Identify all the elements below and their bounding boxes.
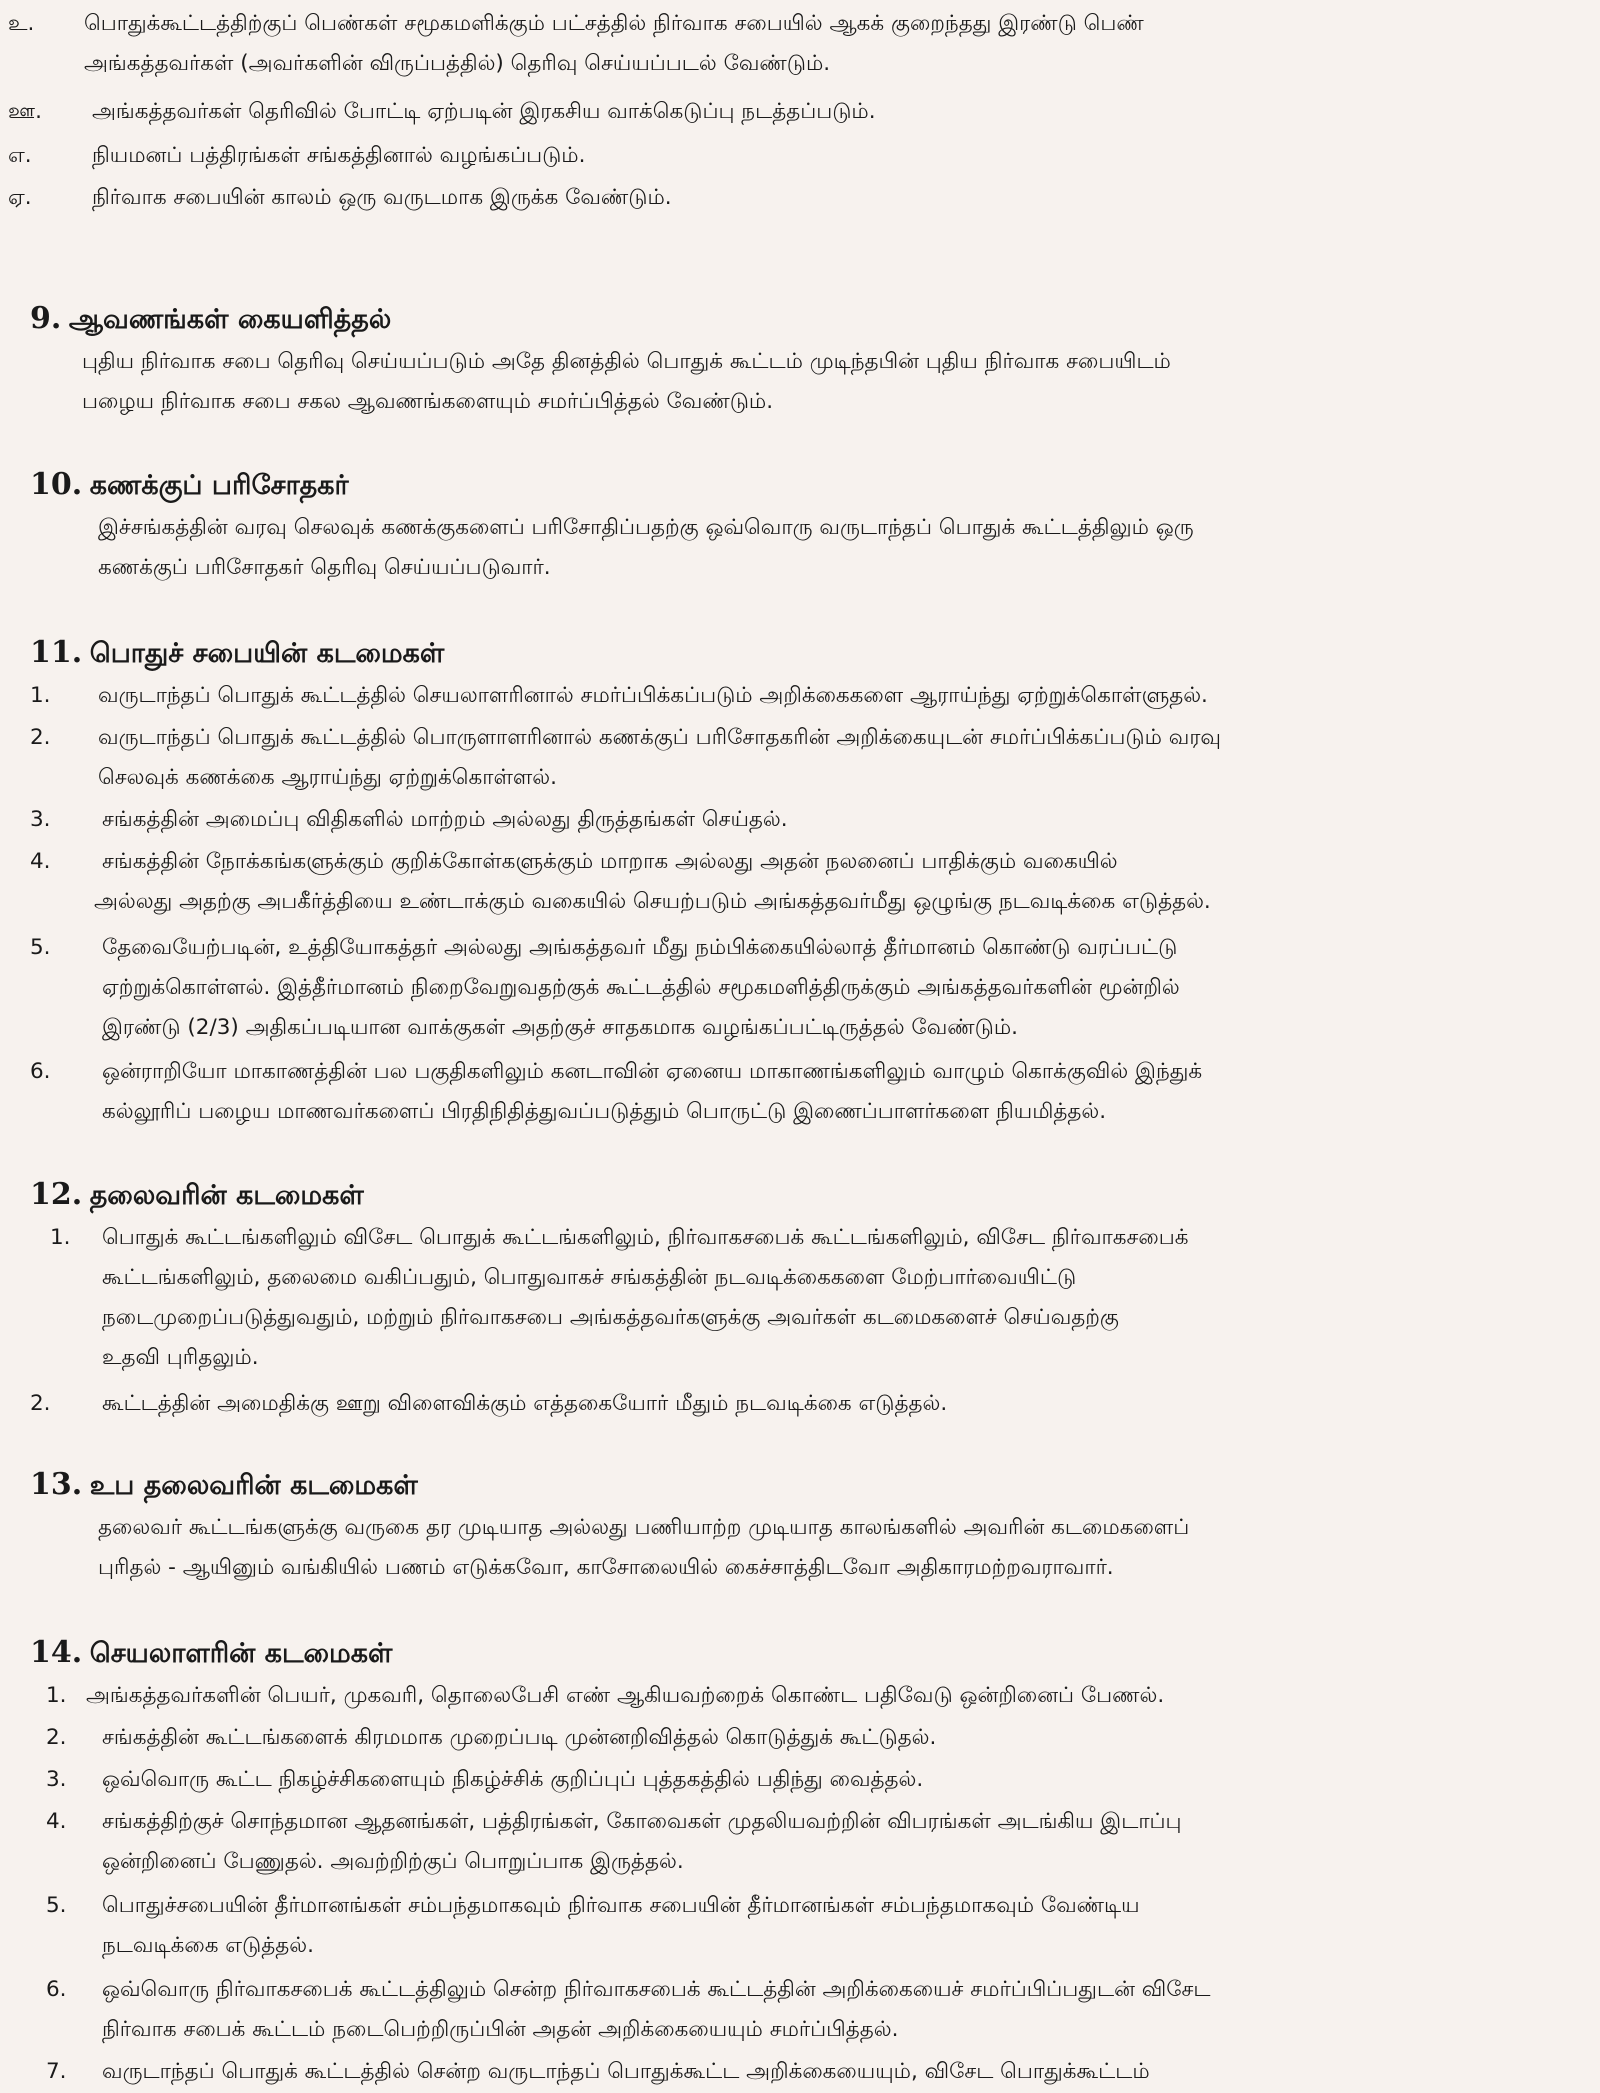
- item-marker: உ.: [8, 11, 35, 36]
- item-marker: 4.: [30, 849, 51, 874]
- item-text: [92, 136, 585, 176]
- item-line: ஒவ்வொரு நிர்வாகசபைக் கூட்டத்திலும் சென்ற நிர்வாகசபைக் கூட்டத்தின் அறிக்கையைச் சமர்ப்பிப்பதுடன் விசேட: [102, 1977, 1211, 2002]
- item-text: [102, 1384, 947, 1424]
- item-line: நடவடிக்கை எடுத்தல்.: [102, 1933, 314, 1958]
- item-line: உதவி புரிதலும்.: [102, 1345, 259, 1370]
- item-text: [92, 178, 672, 218]
- item-text: [102, 1760, 923, 1800]
- section-number: 10.: [30, 467, 83, 502]
- section-heading: [30, 1172, 364, 1221]
- item-text: [94, 882, 1211, 922]
- item-line: நடைமுறைப்படுத்துவதும், மற்றும் நிர்வாகசபை அங்கத்தவர்களுக்கு அவர்கள் கடமைகளைச் செய்வதற்கு: [102, 1305, 1119, 1330]
- item-text: [92, 92, 876, 132]
- item-marker: 5.: [30, 935, 51, 960]
- item-line: ஒவ்வொரு கூட்ட நிகழ்ச்சிகளையும் நிகழ்ச்சிக் குறிப்புப் புத்தகத்தில் பதிந்து வைத்தல்.: [102, 1767, 924, 1792]
- item-text: [102, 2052, 1150, 2092]
- item-line: அல்லது அதற்கு அபகீர்த்தியை உண்டாக்கும் வகையில் செயற்படும் அங்கத்தவர்மீது ஒழுங்கு நடவடிக்கை எடுத்தல்.: [94, 889, 1211, 914]
- item-line: பொதுக்கூட்டத்திற்குப் பெண்கள் சமூகமளிக்கும் பட்சத்தில் நிர்வாக சபையில் ஆகக் குறைந்தது இரண்டு பெண்: [84, 11, 1144, 36]
- item-marker: 3.: [46, 1767, 67, 1792]
- item-marker: 2.: [46, 1725, 67, 1750]
- item-marker: 1.: [30, 683, 51, 708]
- section-title: செயலாளரின் கடமைகள்: [89, 1638, 393, 1669]
- paragraph-line: கணக்குப் பரிசோதகர் தெரிவு செய்யப்படுவார்.: [98, 555, 551, 580]
- item-text: [98, 718, 1221, 798]
- item-text: [84, 4, 1144, 84]
- section-heading: [30, 630, 444, 679]
- section-number: 11.: [30, 635, 83, 670]
- item-marker: 1.: [46, 1683, 67, 1708]
- item-line: வருடாந்தப் பொதுக் கூட்டத்தில் பொருளாளரினால் கணக்குப் பரிசோதகரின் அறிக்கையுடன் சமர்ப்பிக்கப்படும் வரவு: [98, 725, 1221, 750]
- item-line: கூட்டங்களிலும், தலைமை வகிப்பதும், பொதுவாகச் சங்கத்தின் நடவடிக்கைகளை மேற்பார்வையிட்டு: [102, 1265, 1077, 1290]
- item-marker: எ.: [8, 143, 32, 168]
- item-marker: ஏ.: [8, 185, 32, 210]
- item-line: தேவையேற்படின், உத்தியோகத்தர் அல்லது அங்கத்தவர் மீது நம்பிக்கையில்லாத் தீர்மானம் கொண்டு வரப்பட்டு: [102, 935, 1178, 960]
- item-marker: 2.: [30, 725, 51, 750]
- item-text: [102, 1970, 1211, 2050]
- item-marker: 6.: [30, 1059, 51, 1084]
- section-title: கணக்குப் பரிசோதகர்: [89, 470, 349, 501]
- item-marker: ஊ.: [8, 99, 42, 124]
- paragraph-line: புரிதல் - ஆயினும் வங்கியில் பணம் எடுக்கவோ, காசோலையில் கைச்சாத்திடவோ அதிகாரமற்றவராவார்.: [98, 1555, 1114, 1580]
- item-marker: 2.: [30, 1391, 51, 1416]
- item-text: [102, 1052, 1202, 1132]
- item-line: அங்கத்தவர்கள் தெரிவில் போட்டி ஏற்படின் இரகசிய வாக்கெடுப்பு நடத்தப்படும்.: [92, 99, 876, 124]
- item-line: சங்கத்திற்குச் சொந்தமான ஆதனங்கள், பத்திரங்கள், கோவைகள் முதலியவற்றின் விபரங்கள் அடங்கிய இடாப்பு: [102, 1809, 1182, 1834]
- paragraph-line: பழைய நிர்வாக சபை சகல ஆவணங்களையும் சமர்ப்பித்தல் வேண்டும்.: [82, 389, 774, 414]
- item-line: பொதுச்சபையின் தீர்மானங்கள் சம்பந்தமாகவும் நிர்வாக சபையின் தீர்மானங்கள் சம்பந்தமாகவும் வேண்டிய: [102, 1893, 1140, 1918]
- item-text: [102, 800, 788, 840]
- section-heading: [30, 462, 349, 511]
- item-text: [102, 928, 1180, 1048]
- section-paragraph: [82, 342, 1171, 422]
- section-number: 14.: [30, 1635, 83, 1670]
- item-text: [86, 1676, 1164, 1716]
- section-title: உப தலைவரின் கடமைகள்: [89, 1470, 418, 1501]
- section-paragraph: [98, 508, 1194, 588]
- item-marker: 1.: [50, 1225, 71, 1250]
- item-text: [102, 1218, 1189, 1378]
- item-marker: 4.: [46, 1809, 67, 1834]
- section-number: 9.: [30, 301, 62, 336]
- item-text: [98, 676, 1208, 716]
- section-heading: [30, 296, 391, 345]
- item-line: நிர்வாக சபையின் காலம் ஒரு வருடமாக இருக்க வேண்டும்.: [92, 185, 672, 210]
- section-number: 12.: [30, 1177, 83, 1212]
- item-line: சங்கத்தின் நோக்கங்களுக்கும் குறிக்கோள்களுக்கும் மாறாக அல்லது அதன் நலனைப் பாதிக்கும் வகையில்: [102, 849, 1118, 874]
- item-text: [102, 1718, 936, 1758]
- section-paragraph: [98, 1508, 1189, 1588]
- section-title: பொதுச் சபையின் கடமைகள்: [89, 638, 445, 669]
- item-marker: 5.: [46, 1893, 67, 1918]
- item-line: அங்கத்தவர்கள் (அவர்களின் விருப்பத்தில்) தெரிவு செய்யப்படல் வேண்டும்.: [84, 51, 831, 76]
- section-number: 13.: [30, 1467, 83, 1502]
- item-marker: 3.: [30, 807, 51, 832]
- item-line: பொதுக் கூட்டங்களிலும் விசேட பொதுக் கூட்டங்களிலும், நிர்வாகசபைக் கூட்டங்களிலும், விசேட நிர்வாகசபைக்: [102, 1225, 1189, 1250]
- item-line: கல்லூரிப் பழைய மாணவர்களைப் பிரதிநிதித்துவப்படுத்தும் பொருட்டு இணைப்பாளர்களை நியமித்தல்.: [102, 1099, 1107, 1124]
- section-heading: [30, 1462, 418, 1511]
- item-text: [102, 1802, 1182, 1882]
- item-line: கூட்டத்தின் அமைதிக்கு ஊறு விளைவிக்கும் எத்தகையோர் மீதும் நடவடிக்கை எடுத்தல்.: [102, 1391, 948, 1416]
- item-line: செலவுக் கணக்கை ஆராய்ந்து ஏற்றுக்கொள்ளல்.: [98, 765, 557, 790]
- section-title: தலைவரின் கடமைகள்: [89, 1180, 364, 1211]
- item-line: நியமனப் பத்திரங்கள் சங்கத்தினால் வழங்கப்படும்.: [92, 143, 586, 168]
- item-line: வருடாந்தப் பொதுக் கூட்டத்தில் செயலாளரினால் சமர்ப்பிக்கப்படும் அறிக்கைகளை ஆராய்ந்து ஏற்றுக்கொள்ளுதல்.: [98, 683, 1208, 708]
- paragraph-line: இச்சங்கத்தின் வரவு செலவுக் கணக்குகளைப் பரிசோதிப்பதற்கு ஒவ்வொரு வருடாந்தப் பொதுக் கூட்டத்திலும் ஒரு: [98, 515, 1194, 540]
- item-line: அங்கத்தவர்களின் பெயர், முகவரி, தொலைபேசி எண் ஆகியவற்றைக் கொண்ட பதிவேடு ஒன்றினைப் பேணல்.: [86, 1683, 1165, 1708]
- section-heading: [30, 1630, 392, 1679]
- paragraph-line: புதிய நிர்வாக சபை தெரிவு செய்யப்படும் அதே தினத்தில் பொதுக் கூட்டம் முடிந்தபின் புதிய நிர்வாக சபையிடம்: [82, 349, 1171, 374]
- paragraph-line: தலைவர் கூட்டங்களுக்கு வருகை தர முடியாத அல்லது பணியாற்ற முடியாத காலங்களில் அவரின் கடமைகளைப்: [98, 1515, 1190, 1540]
- item-line: ஒன்ராறியோ மாகாணத்தின் பல பகுதிகளிலும் கனடாவின் ஏனைய மாகாணங்களிலும் வாழும் கொக்குவில் இந்துக்: [102, 1059, 1203, 1084]
- item-marker: 7.: [46, 2059, 67, 2084]
- item-text: [102, 842, 1118, 882]
- item-line: இரண்டு (2/3) அதிகப்படியான வாக்குகள் அதற்குச் சாதகமாக வழங்கப்பட்டிருத்தல் வேண்டும்.: [102, 1015, 1018, 1040]
- item-text: [102, 1886, 1140, 1966]
- section-title: ஆவணங்கள் கையளித்தல்: [68, 304, 392, 335]
- item-line: சங்கத்தின் அமைப்பு விதிகளில் மாற்றம் அல்லது திருத்தங்கள் செய்தல்.: [102, 807, 788, 832]
- item-line: ஒன்றினைப் பேணுதல். அவற்றிற்குப் பொறுப்பாக இருத்தல்.: [102, 1849, 684, 1874]
- item-line: வருடாந்தப் பொதுக் கூட்டத்தில் சென்ற வருடாந்தப் பொதுக்கூட்ட அறிக்கையையும், விசேட பொதுக்கூட்டம்: [102, 2059, 1150, 2084]
- item-line: சங்கத்தின் கூட்டங்களைக் கிரமமாக முறைப்படி முன்னறிவித்தல் கொடுத்துக் கூட்டுதல்.: [102, 1725, 937, 1750]
- item-line: ஏற்றுக்கொள்ளல். இத்தீர்மானம் நிறைவேறுவதற்குக் கூட்டத்தில் சமூகமளித்திருக்கும் அங்கத்தவர்களின் மூன்றில்: [102, 975, 1180, 1000]
- item-marker: 6.: [46, 1977, 67, 2002]
- item-line: நிர்வாக சபைக் கூட்டம் நடைபெற்றிருப்பின் அதன் அறிக்கையையும் சமர்ப்பித்தல்.: [102, 2017, 899, 2042]
